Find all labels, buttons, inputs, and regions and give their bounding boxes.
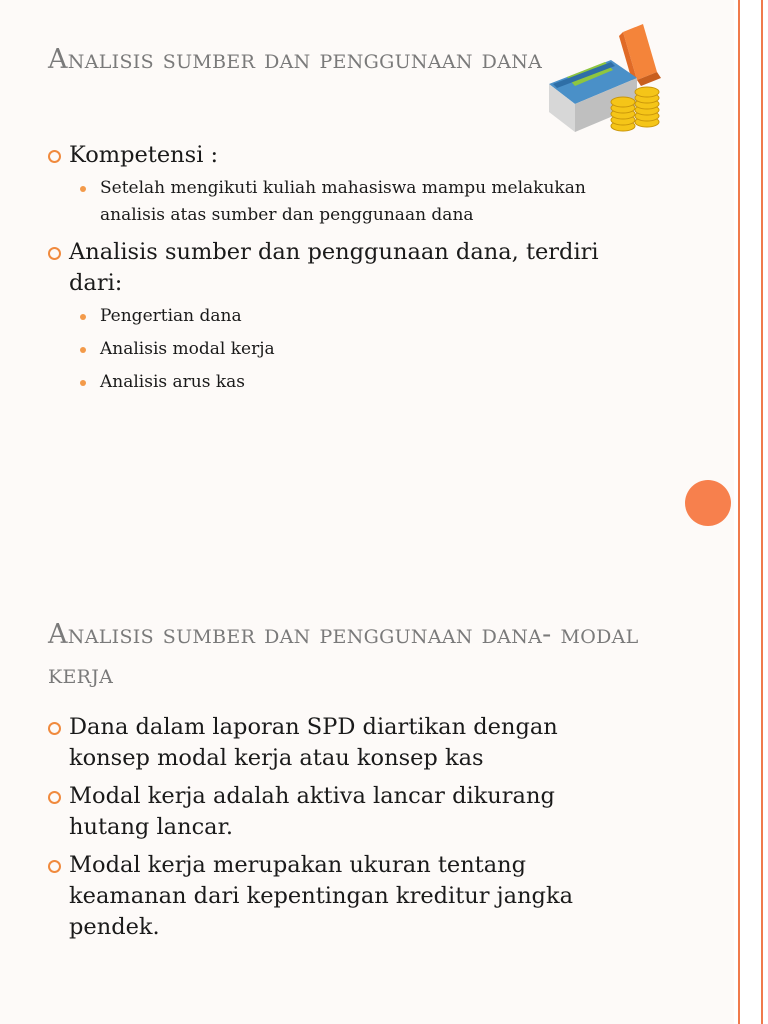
- list-item: [48, 781, 638, 843]
- sub-list-item: [69, 303, 638, 330]
- band-line-right: [761, 0, 763, 1024]
- slide-2-bullet-list: [48, 712, 638, 950]
- slide-2: [0, 560, 736, 1020]
- ring-bullet-icon: [48, 247, 61, 260]
- list-item-text: Modal kerja merupakan ukuran tentang keamanan dari kepentingan kreditur jangka pendek.: [69, 852, 574, 940]
- ring-bullet-icon: [48, 860, 61, 873]
- sub-list-item: [69, 369, 638, 396]
- list-item-text: Kompetensi :: [69, 142, 219, 168]
- slide-1-title: Analisis sumber dan penggunaan dana: [48, 44, 543, 75]
- dot-bullet-icon: [80, 186, 86, 192]
- ring-bullet-icon: [48, 791, 61, 804]
- sub-list: [69, 303, 638, 396]
- list-item: [48, 237, 638, 396]
- sub-list-item: [69, 175, 638, 229]
- right-decorative-band: [734, 0, 768, 1024]
- sub-list-item-text: Pengertian dana: [100, 306, 242, 326]
- list-item-text: Analisis sumber dan penggunaan dana, terdiri dari:: [69, 239, 599, 296]
- sub-list-item-text: Analisis arus kas: [100, 372, 246, 392]
- slide-2-title: Analisis sumber dan penggunaan dana- modal kerja: [48, 619, 639, 690]
- list-item: [48, 140, 638, 229]
- slide-1-bullet-list: [48, 140, 638, 404]
- dot-bullet-icon: [80, 347, 86, 353]
- list-item-text: Dana dalam laporan SPD diartikan dengan konsep modal kerja atau konsep kas: [69, 714, 558, 771]
- money-stack-coins-chart-icon: [545, 22, 670, 134]
- ring-bullet-icon: [48, 150, 61, 163]
- band-line-left: [738, 0, 740, 1024]
- list-item: [48, 850, 638, 943]
- sub-list-item-text: Analisis modal kerja: [100, 339, 275, 359]
- sub-list: [69, 175, 638, 229]
- sub-list-item-text: Setelah mengikuti kuliah mahasiswa mampu melakukan analisis atas sumber dan penggunaan dana: [100, 178, 586, 225]
- list-item-text: Modal kerja adalah aktiva lancar dikurang hutang lancar.: [69, 783, 555, 840]
- dot-bullet-icon: [80, 380, 86, 386]
- slide-1: [0, 0, 736, 500]
- sub-list-item: [69, 336, 638, 363]
- ring-bullet-icon: [48, 722, 61, 735]
- dot-bullet-icon: [80, 314, 86, 320]
- list-item: [48, 712, 638, 774]
